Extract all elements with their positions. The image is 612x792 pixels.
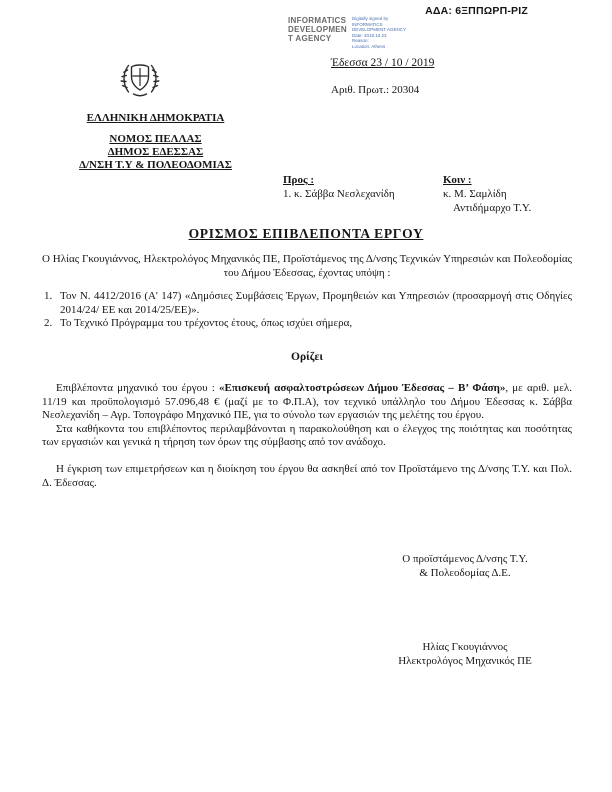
list-number: 2. <box>44 317 53 329</box>
to-line: 1. κ. Σάββα Νεσλεχανίδη <box>283 188 395 200</box>
digital-signature-stamp <box>288 16 424 50</box>
org-line-directorate: Δ/ΝΣΗ Τ.Υ & ΠΟΛΕΟΔΟΜΙΑΣ <box>79 159 232 171</box>
org-line-municipality: ΔΗΜΟΣ ΕΔΕΣΣΑΣ <box>107 146 204 158</box>
document-title: ΟΡΙΣΜΟΣ ΕΠΙΒΛΕΠΟΝΤΑ ΕΡΓΟΥ <box>188 226 424 241</box>
signature-role-line: Ο προϊστάμενος Δ/νσης Τ.Υ. <box>402 553 528 565</box>
decision-word: Ορίζει <box>291 350 323 363</box>
document-body <box>42 253 572 490</box>
signatory-profession: Ηλεκτρολόγος Μηχανικός ΠΕ <box>398 655 532 667</box>
protocol-number: Αριθ. Πρωτ.: 20304 <box>331 84 420 96</box>
org-line-prefecture: ΝΟΜΟΣ ΠΕΛΛΑΣ <box>109 133 202 145</box>
signature-role-line: & Πολεοδομίας Δ.Ε. <box>419 567 511 579</box>
cc-label: Κοιν : <box>443 174 472 186</box>
approval-paragraph: Η έγκριση των επιμετρήσεων και η διοίκηση του έργου θα ασκηθεί από τον Προϊστάμενο της Δ/νσης Τ.Υ. και Πολ. Δ. Έδεσσας. <box>42 463 572 489</box>
recipients-cc <box>443 173 573 215</box>
assignment-paragraph <box>42 382 572 423</box>
stamp-signature-details: Digitally signed by INFORMATICS DEVELOPMENT AGENCY Date: 2019.10.23 Reason: Location: Athens <box>352 16 406 49</box>
municipal-emblem-icon <box>114 54 166 106</box>
letterhead-org <box>28 112 283 172</box>
assignment-after: , με αριθ. μελ. 11/19 και προϋπολογισμό 57.096,48 € (μαζί με το Φ.Π.Α), τον τεχνικό υπάλληλο του Δήμου Έδεσσας κ. Σάββα Νεσλεχανίδη – Αγρ. Τοπογράφο Μηχανικό ΠΕ, για το σύνολο των εργασιών της μελέτης του έργου. <box>42 382 572 421</box>
list-text: Τον Ν. 4412/2016 (Α' 147) «Δημόσιες Συμβάσεις Έργων, Προμηθειών και Υπηρεσιών (προσαρμογή στις Οδηγίες 2014/24/ ΕΕ και 2014/25/ΕΕ)». <box>60 290 572 316</box>
cc-line: Αντιδήμαρχο Τ.Υ. <box>453 202 532 214</box>
stamp-agency-name: INFORMATICS DEVELOPMEN T AGENCY <box>288 16 348 43</box>
to-label: Προς : <box>283 174 314 186</box>
project-title: «Επισκευή ασφαλτοστρώσεων Δήμου Έδεσσας – Β’ Φάση» <box>218 382 506 394</box>
signature-role <box>358 552 572 580</box>
list-item <box>42 290 572 317</box>
legal-basis-list <box>42 290 572 331</box>
list-item <box>42 317 572 331</box>
org-line-republic: ΕΛΛΗΝΙΚΗ ΔΗΜΟΚΡΑΤΙΑ <box>86 112 225 124</box>
list-number: 1. <box>44 290 53 302</box>
intro-paragraph: Ο Ηλίας Γκουγιάννος, Ηλεκτρολόγος Μηχανικός ΠΕ, Προϊστάμενος της Δ/νσης Τεχνικών Υπηρεσιών και Πολεοδομίας του Δήμου Έδεσσας, έχοντας υπόψη : <box>42 253 572 279</box>
ada-code: ΑΔΑ: 6ΞΠΠΩΡΠ-ΡΙΖ <box>425 5 528 17</box>
recipients-to <box>283 173 433 201</box>
signatory-name: Ηλίας Γκουγιάννος <box>422 641 508 653</box>
list-text: Το Τεχνικό Πρόγραμμα του τρέχοντος έτους, όπως ισχύει σήμερα, <box>60 317 353 329</box>
place-date: Έδεσσα 23 / 10 / 2019 <box>331 57 435 69</box>
duties-paragraph: Στα καθήκοντα του επιβλέποντος περιλαμβάνονται η παρακολούθηση και ο έλεγχος της ποιότητας και ποσότητας των εργασιών και γενικά η τήρηση των όρων της σύμβασης από τον ανάδοχο. <box>42 422 572 448</box>
signature-name-block <box>358 640 572 668</box>
cc-line: κ. Μ. Σαμλίδη <box>443 188 507 200</box>
assignment-before: Επιβλέποντα μηχανικό του έργου : <box>56 382 219 394</box>
